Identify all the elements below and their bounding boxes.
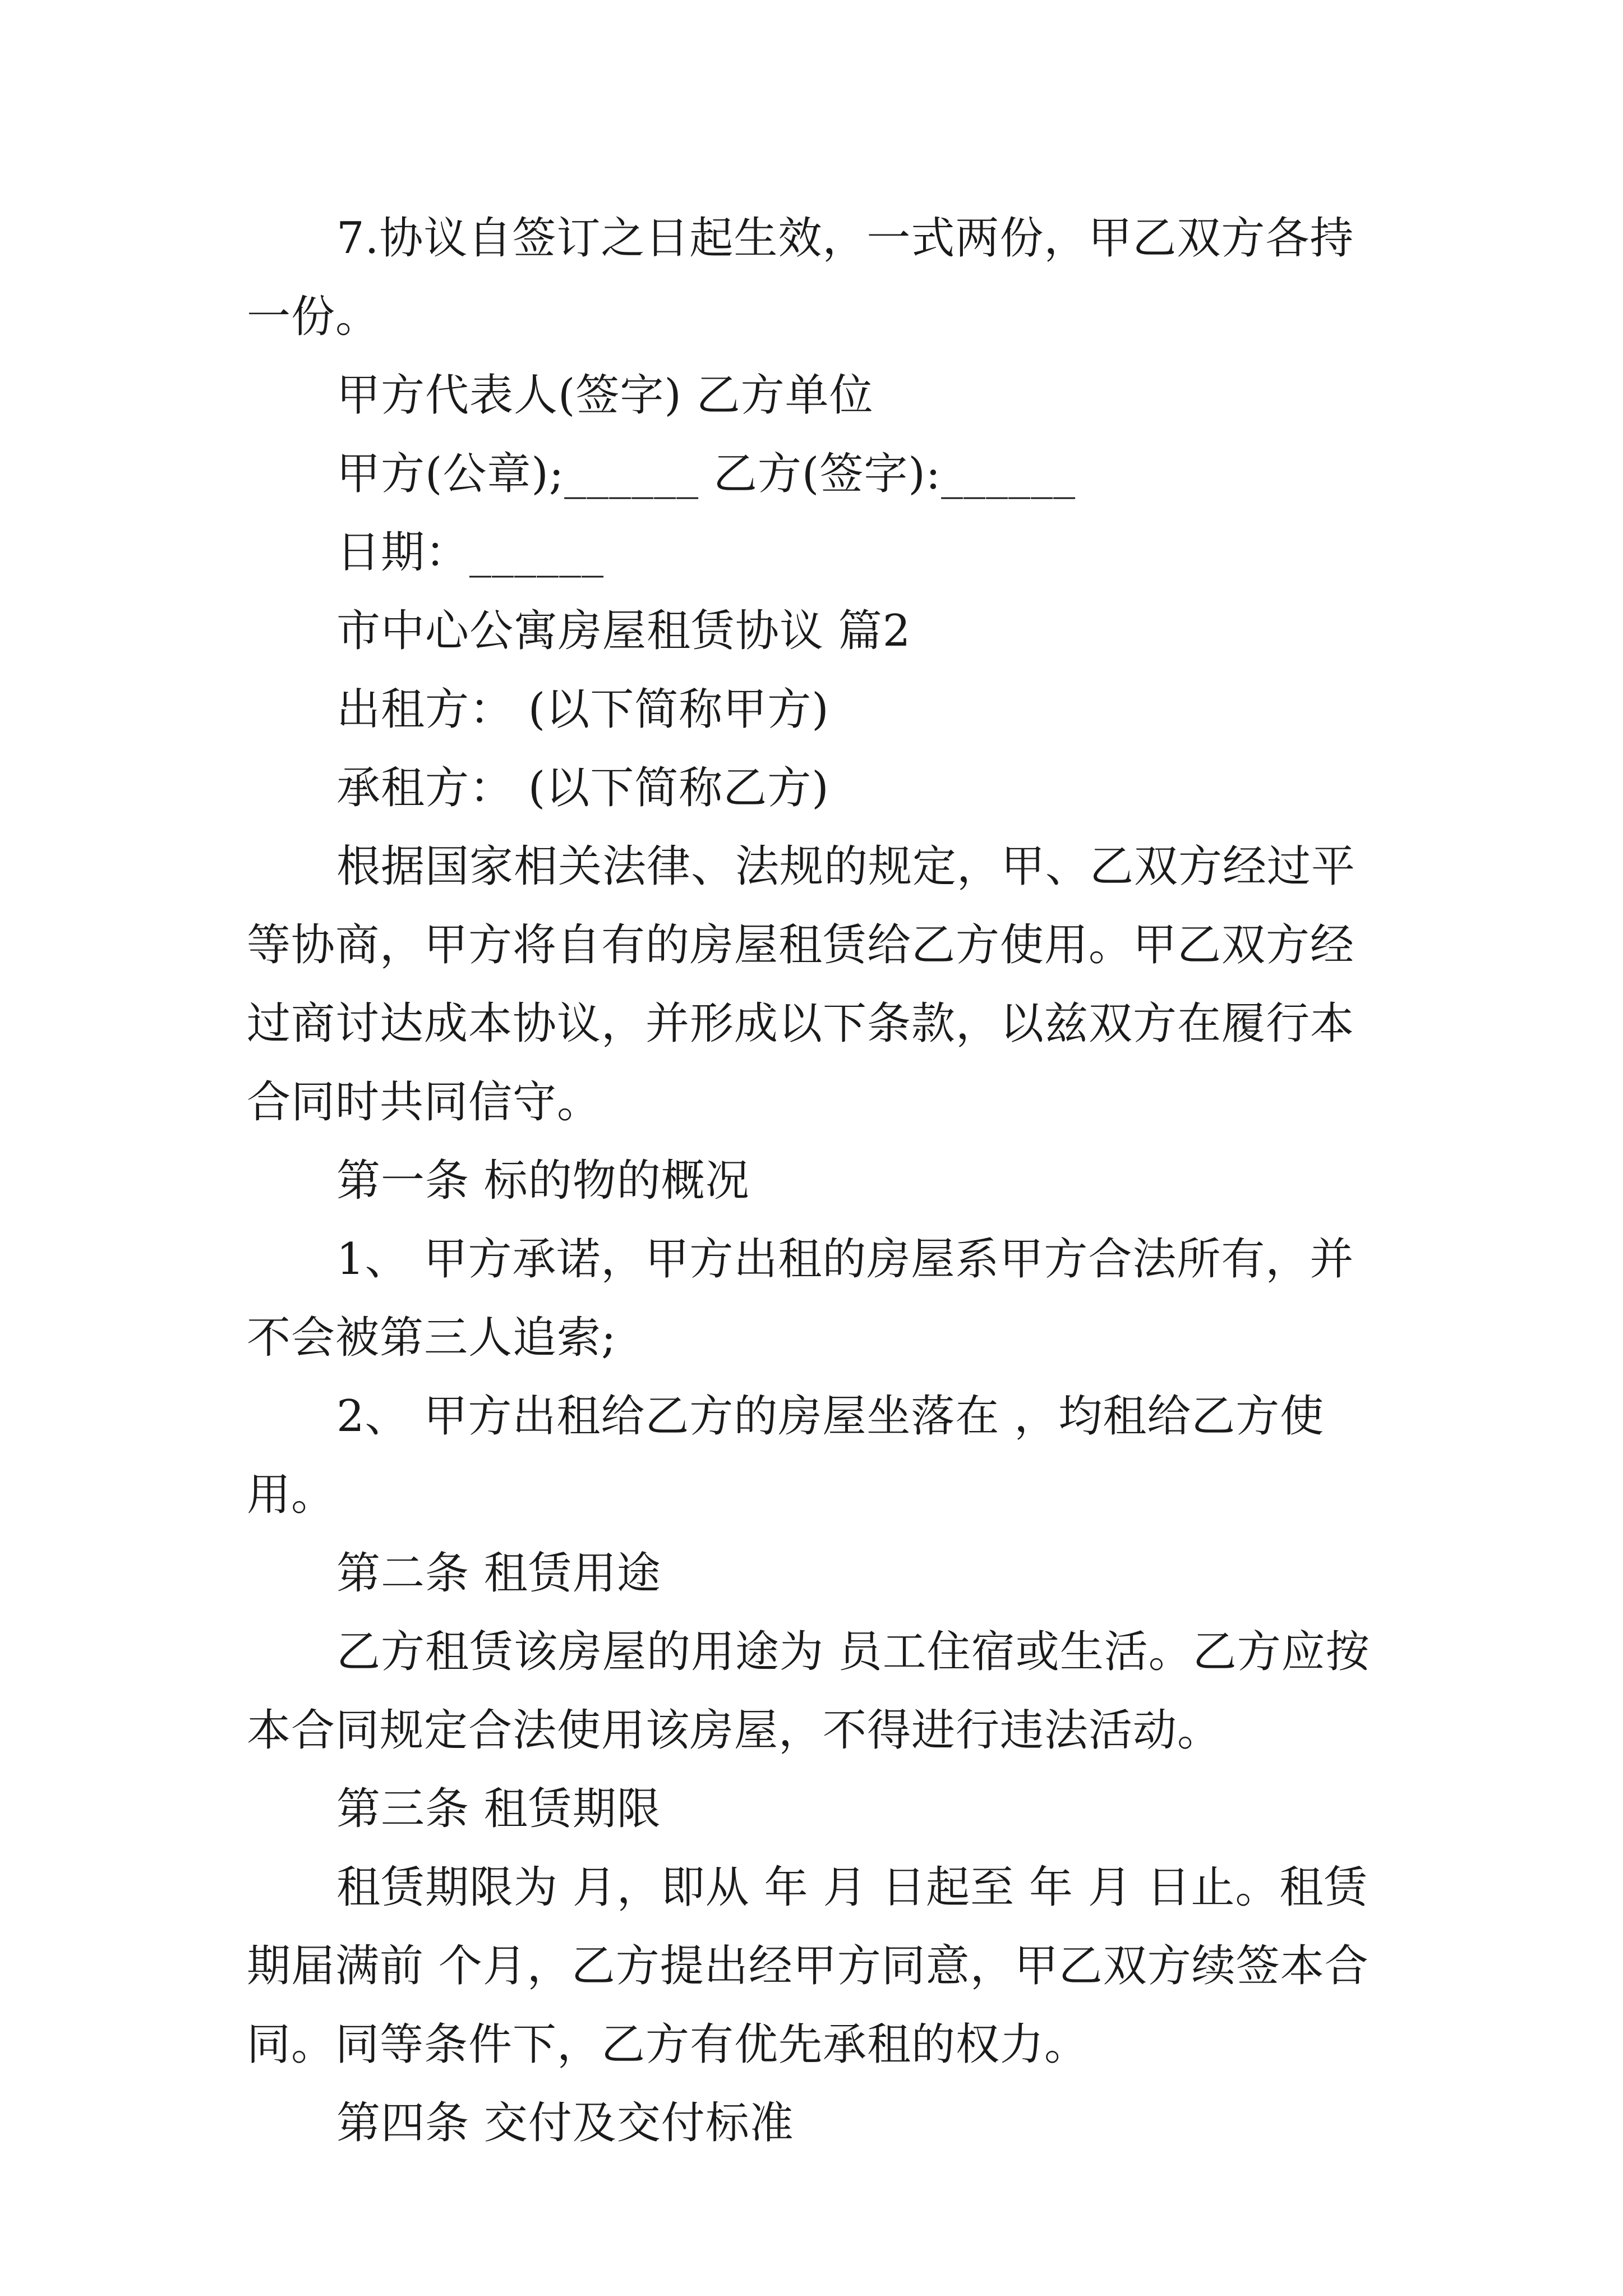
article-3-body: 租赁期限为 月，即从 年 月 日起至 年 月 日止。租赁期届满前 个月，乙方提出经甲方同意，甲乙双方续签本合同。同等条件下，乙方有优先承租的权力。 [247,1862,1369,2070]
document-body [247,199,1396,2162]
section-title: 市中心公寓房屋租赁协议 篇2 [336,606,911,656]
paragraph-signature-labels: 甲方代表人(签字) 乙方单位 [336,370,874,421]
paragraph-preamble: 根据国家相关法律、法规的规定，甲、乙双方经过平等协商，甲方将自有的房屋租赁给乙方使用。甲乙双方经过商讨达成本协议，并形成以下条款，以兹双方在履行本合同时共同信守。 [247,841,1356,1128]
article-3-heading: 第三条 租赁期限 [336,1784,661,1834]
article-2-heading: 第二条 租赁用途 [336,1548,661,1599]
article-4-heading: 第四条 交付及交付标准 [336,2098,794,2148]
paragraph-lessee: 承租方： (以下简称乙方) [336,763,829,813]
article-1-heading: 第一条 标的物的概况 [336,1156,750,1206]
article-2-body: 乙方租赁该房屋的用途为 员工住宿或生活。乙方应按本合同规定合法使用该房屋，不得进行违法活动。 [247,1627,1370,1756]
article-1-item-1: 1、 甲方承诺，甲方出租的房屋系甲方合法所有，并不会被第三人追索; [247,1234,1354,1363]
paragraph-seal-signature-lines: 甲方(公章);______ 乙方(签字):______ [336,449,1076,499]
paragraph-effective-clause: 7.协议自签订之日起生效，一式两份，甲乙双方各持一份。 [247,213,1354,342]
paragraph-lessor: 出租方： (以下简称甲方) [336,684,829,735]
paragraph-date-line: 日期：______ [336,527,605,578]
article-1-item-2: 2、 甲方出租给乙方的房屋坐落在 ，均租给乙方使用。 [247,1391,1325,1520]
